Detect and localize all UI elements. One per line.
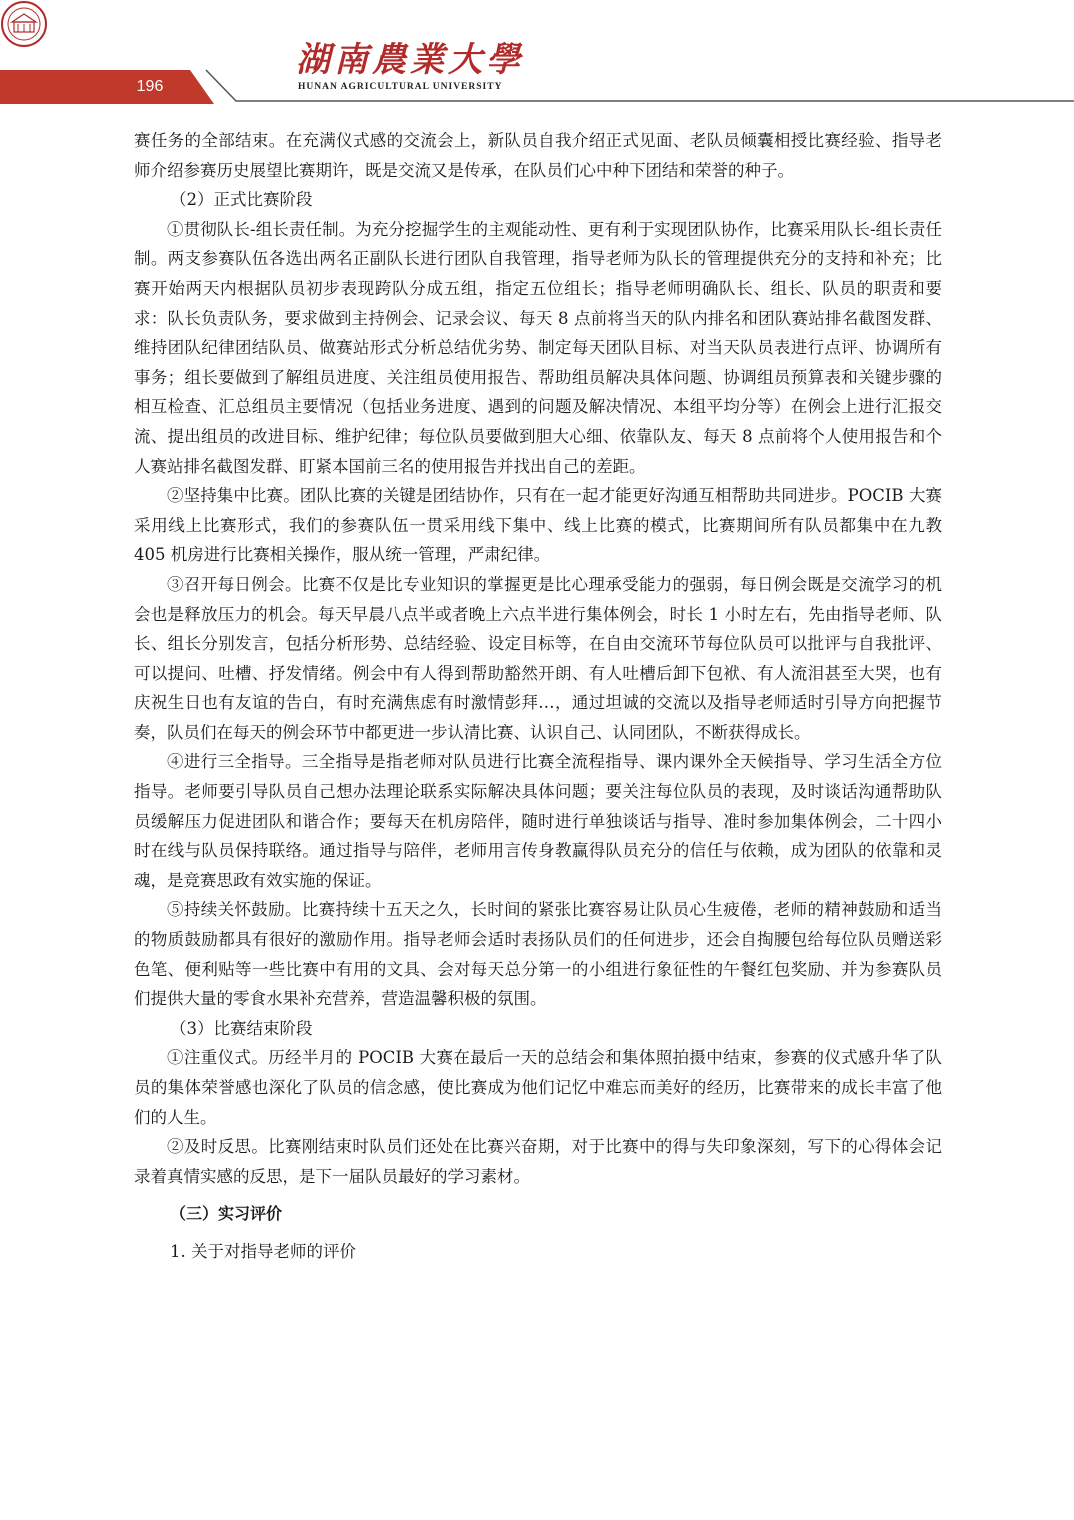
page-body xyxy=(134,126,942,1267)
numbered-heading: 1. 关于对指导老师的评价 xyxy=(170,1241,356,1261)
subheading: （2）正式比赛阶段 xyxy=(170,190,313,210)
subheading: （3）比赛结束阶段 xyxy=(170,1018,313,1038)
page-header xyxy=(0,0,1074,110)
paragraph: ⑤持续关怀鼓励。比赛持续十五天之久，长时间的紧张比赛容易让队员心生疲倦，老师的精神鼓励和适当的物质鼓励都具有很好的激励作用。指导老师会适时表扬队员们的任何进步，还会自掏腰包给每位队员赠送彩色笔、便利贴等一些比赛中有用的文具、会对每天总分第一的小组进行象征性的午餐红包奖励、并为参赛队员们提供大量的零食水果补充营养，营造温馨积极的氛围。 xyxy=(134,900,942,1009)
university-name-cn: 湖南農業大學 xyxy=(296,40,524,80)
university-seal-icon xyxy=(0,0,48,48)
university-name-en: HUNAN AGRICULTURAL UNIVERSITY xyxy=(298,82,503,92)
paragraph: ③召开每日例会。比赛不仅是比专业知识的掌握更是比心理承受能力的强弱，每日例会既是交流学习的机会也是释放压力的机会。每天早晨八点半或者晚上六点半进行集体例会，时长 1 小时左右，先由指导老师、队长、组长分别发言，包括分析形势、总结经验、设定目标等，在自由交流环节每位队员可以批评与自我批评、可以提问、吐槽、抒发情绪。例会中有人得到帮助豁然开朗、有人吐槽后卸下包袱、有人流泪甚至大哭，也有庆祝生日也有友谊的告白，有时充满焦虑有时激情彭拜…，通过坦诚的交流以及指导老师适时引导方向把握节奏，队员们在每天的例会环节中都更进一步认清比赛、认识自己、认同团队，不断获得成长。 xyxy=(134,574,942,742)
red-page-tab xyxy=(0,70,214,104)
page-number: 196 xyxy=(136,78,164,95)
paragraph: ②坚持集中比赛。团队比赛的关键是团结协作，只有在一起才能更好沟通互相帮助共同进步。POCIB 大赛采用线上比赛形式，我们的参赛队伍一贯采用线下集中、线上比赛的模式，比赛期间所有队员都集中在九教 405 机房进行比赛相关操作，服从统一管理，严肃纪律。 xyxy=(134,486,942,565)
paragraph: 赛任务的全部结束。在充满仪式感的交流会上，新队员自我介绍正式见面、老队员倾囊相授比赛经验、指导老师介绍参赛历史展望比赛期许，既是交流又是传承，在队员们心中种下团结和荣誉的种子。 xyxy=(134,131,942,180)
section-heading: （三）实习评价 xyxy=(170,1204,283,1224)
paragraph: ④进行三全指导。三全指导是指老师对队员进行比赛全流程指导、课内课外全天候指导、学习生活全方位指导。老师要引导队员自己想办法理论联系实际解决具体问题；要关注每位队员的表现，及时谈话沟通帮助队员缓解压力促进团队和谐合作；要每天在机房陪伴，随时进行单独谈话与指导、准时参加集体例会，二十四小时在线与队员保持联络。通过指导与陪伴，老师用言传身教赢得队员充分的信任与依赖，成为团队的依靠和灵魂，是竞赛思政有效实施的保证。 xyxy=(134,752,942,890)
paragraph: ①注重仪式。历经半月的 POCIB 大赛在最后一天的总结会和集体照拍摄中结束，参赛的仪式感升华了队员的集体荣誉感也深化了队员的信念感，使比赛成为他们记忆中难忘而美好的经历，比赛带来的成长丰富了他们的人生。 xyxy=(134,1048,942,1127)
paragraph: ①贯彻队长-组长责任制。为充分挖掘学生的主观能动性、更有利于实现团队协作，比赛采用队长-组长责任制。两支参赛队伍各选出两名正副队长进行团队自我管理，指导老师为队长的管理提供充分的支持和补充；比赛开始两天内根据队员初步表现跨队分成五组，指定五位组长；指导老师明确队长、组长、队员的职责和要求：队长负责队务，要求做到主持例会、记录会议、每天 8 点前将当天的队内排名和团队赛站排名截图发群、维持团队纪律团结队员、做赛站形式分析总结优劣势、制定每天团队目标、对当天队员表进行点评、协调所有事务；组长要做到了解组员进度、关注组员使用报告、帮助组员解决具体问题、协调组员预算表和关键步骤的相互检查、汇总组员主要情况（包括业务进度、遇到的问题及解决情况、本组平均分等）在例会上进行汇报交流、提出组员的改进目标、维护纪律；每位队员要做到胆大心细、依靠队友、每天 8 点前将个人使用报告和个人赛站排名截图发群、盯紧本国前三名的使用报告并找出自己的差距。 xyxy=(134,219,942,476)
paragraph: ②及时反思。比赛刚结束时队员们还处在比赛兴奋期，对于比赛中的得与失印象深刻，写下的心得体会记录着真情实感的反思，是下一届队员最好的学习素材。 xyxy=(134,1137,942,1186)
